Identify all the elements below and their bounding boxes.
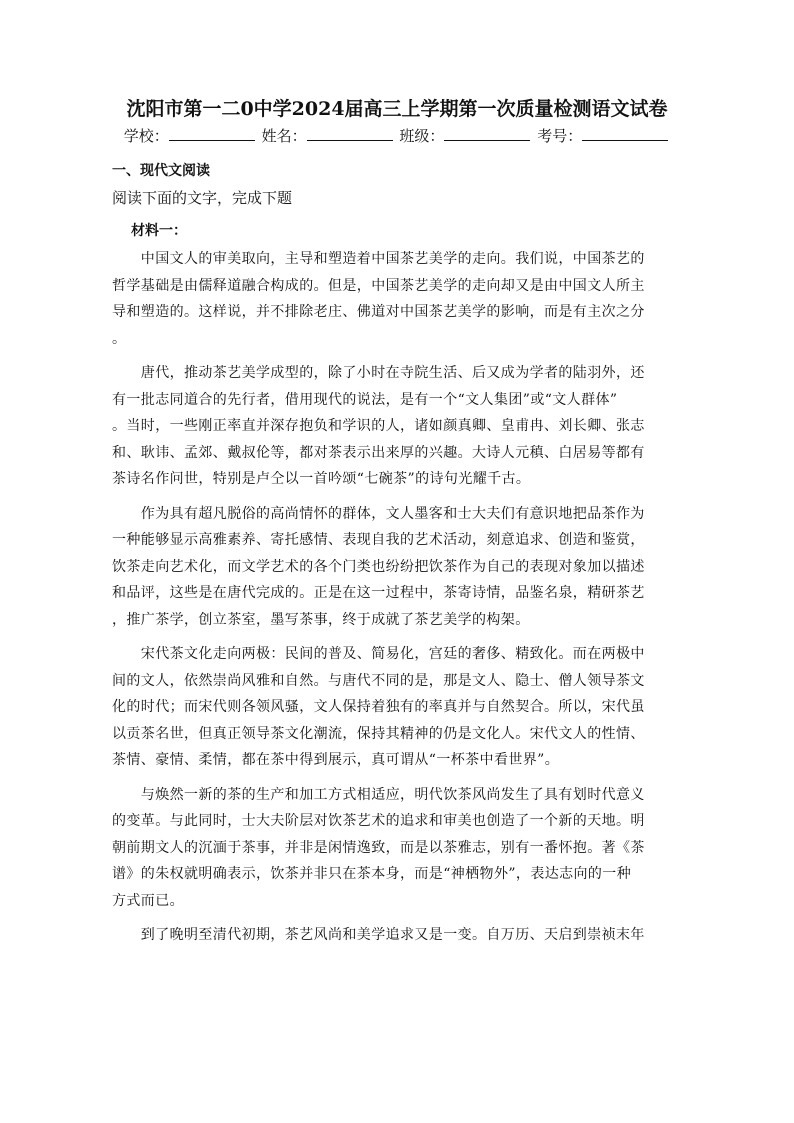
paragraph-line: 与焕然一新的茶的生产和加工方式相适应，明代饮茶风尚发生了具有划时代意义 <box>112 786 645 803</box>
exam-number-label: 考号： <box>537 127 583 145</box>
exam-number-blank[interactable] <box>582 126 668 141</box>
paragraph-line: 到了晚明至清代初期，茶艺风尚和美学追求又是一变。自万历、天启到崇祯末年 <box>112 927 645 943</box>
paragraph-gap <box>112 914 690 922</box>
class-label: 班级： <box>399 127 445 145</box>
name-label: 姓名： <box>261 127 307 145</box>
paragraph <box>112 922 690 949</box>
paragraph-line: 方式而已。 <box>112 892 184 909</box>
paragraph-line: 以贡茶名世，但真正领导茶文化潮流，保持其精神的仍是文化人。宋代文人的性情、 <box>112 725 645 742</box>
paragraph <box>112 501 690 634</box>
paragraph-line: 间的文人，依然崇尚风雅和自然。与唐代不同的是，那是文人、隐士、僧人领导茶文 <box>112 672 645 689</box>
paragraph-line: 的变革。与此同时，士大夫阶层对饮茶艺术的追求和审美也创造了一个新的天地。明 <box>112 813 645 829</box>
paragraph <box>112 782 690 915</box>
paragraph-gap <box>112 774 690 782</box>
paragraph-gap <box>112 352 690 360</box>
paragraph-line: 导和塑造的。这样说，并不排除老庄、佛道对中国茶艺美学的影响，而是有主次之分 <box>112 304 645 320</box>
paragraph-line: 和品评，这些是在唐代完成的。正是在这一过程中，茶寄诗情，品鉴名泉，精研茶艺 <box>112 585 645 601</box>
paragraph-line: 。 <box>112 330 127 347</box>
paragraph-line: 中国文人的审美取向，主导和塑造着中国茶艺美学的走向。我们说，中国茶艺的 <box>112 251 645 267</box>
material-label: 材料一： <box>131 223 187 239</box>
paragraph-line: 茶情、豪情、柔情，都在茶中得到展示，真可谓从“一杯茶中看世界”。 <box>112 752 560 768</box>
paragraph-line: 。当时，一些刚正率直并深存抱负和学识的人，诸如颜真卿、皇甫冉、刘长卿、张志 <box>112 418 645 434</box>
section-title: 一、现代文阅读 <box>112 163 210 179</box>
paragraph-gap <box>112 493 690 501</box>
class-blank[interactable] <box>444 126 530 141</box>
paragraph-line: 饮茶走向艺术化，而文学艺术的各个门类也纷纷把饮茶作为自己的表现对象加以描述 <box>112 558 645 575</box>
school-label: 学校： <box>123 127 169 145</box>
paragraph-line: 宋代茶文化走向两极：民间的普及、简易化，宫廷的奢侈、精致化。而在两极中 <box>112 646 645 662</box>
paragraph-line: 作为具有超凡脱俗的高尚情怀的群体，文人墨客和士大夫们有意识地把品茶作为 <box>112 505 645 522</box>
paragraph <box>112 360 690 493</box>
paragraph-line: 有一批志同道合的先行者，借用现代的说法，是有一个“文人集团”或“文人群体” <box>112 391 618 408</box>
paragraph-line: 一种能够显示高雅素养、寄托感情、表现自我的艺术活动，刻意追求、创造和鉴赏， <box>112 532 645 548</box>
paragraph-line: 和、耿讳、孟郊、戴叔伦等，都对茶表示出来厚的兴趣。大诗人元稹、白居易等都有 <box>112 444 645 461</box>
name-blank[interactable] <box>307 126 393 141</box>
paragraph-line: 哲学基础是由儒释道融合构成的。但是，中国茶艺美学的走向却又是由中国文人所主 <box>112 277 645 294</box>
paragraph-gap <box>112 633 690 641</box>
paragraph <box>112 641 690 774</box>
passage-body <box>112 246 690 949</box>
paragraph-line: ，推广茶学，创立茶室，墨写茶事，终于成就了茶艺美学的构架。 <box>112 611 530 628</box>
paragraph-line: 化的时代；而宋代则各领风骚，文人保持着独有的率真并与自然契合。所以，宋代虽 <box>112 699 645 715</box>
paragraph <box>112 246 690 352</box>
instruction-text: 阅读下面的文字，完成下题 <box>112 189 293 207</box>
paragraph-line: 茶诗名作问世，特别是卢仝以一首吟颂“七碗茶”的诗句光耀千古。 <box>112 471 531 487</box>
exam-title: 沈阳市第一二0中学2024届高三上学期第一次质量检测语文试卷 <box>126 98 668 120</box>
student-info-line <box>0 125 794 147</box>
school-blank[interactable] <box>169 126 255 141</box>
paragraph-line: 朝前期文人的沉湎于茶事，并非是闲情逸致，而是以茶雅志，别有一番怀抱。著《茶 <box>112 839 645 856</box>
paragraph-line: 谱》的朱权就明确表示，饮茶并非只在茶本身，而是“神栖物外”，表达志向的一种 <box>112 866 632 882</box>
paragraph-line: 唐代，推动茶艺美学成型的，除了小时在寺院生活、后又成为学者的陆羽外，还 <box>112 365 645 381</box>
